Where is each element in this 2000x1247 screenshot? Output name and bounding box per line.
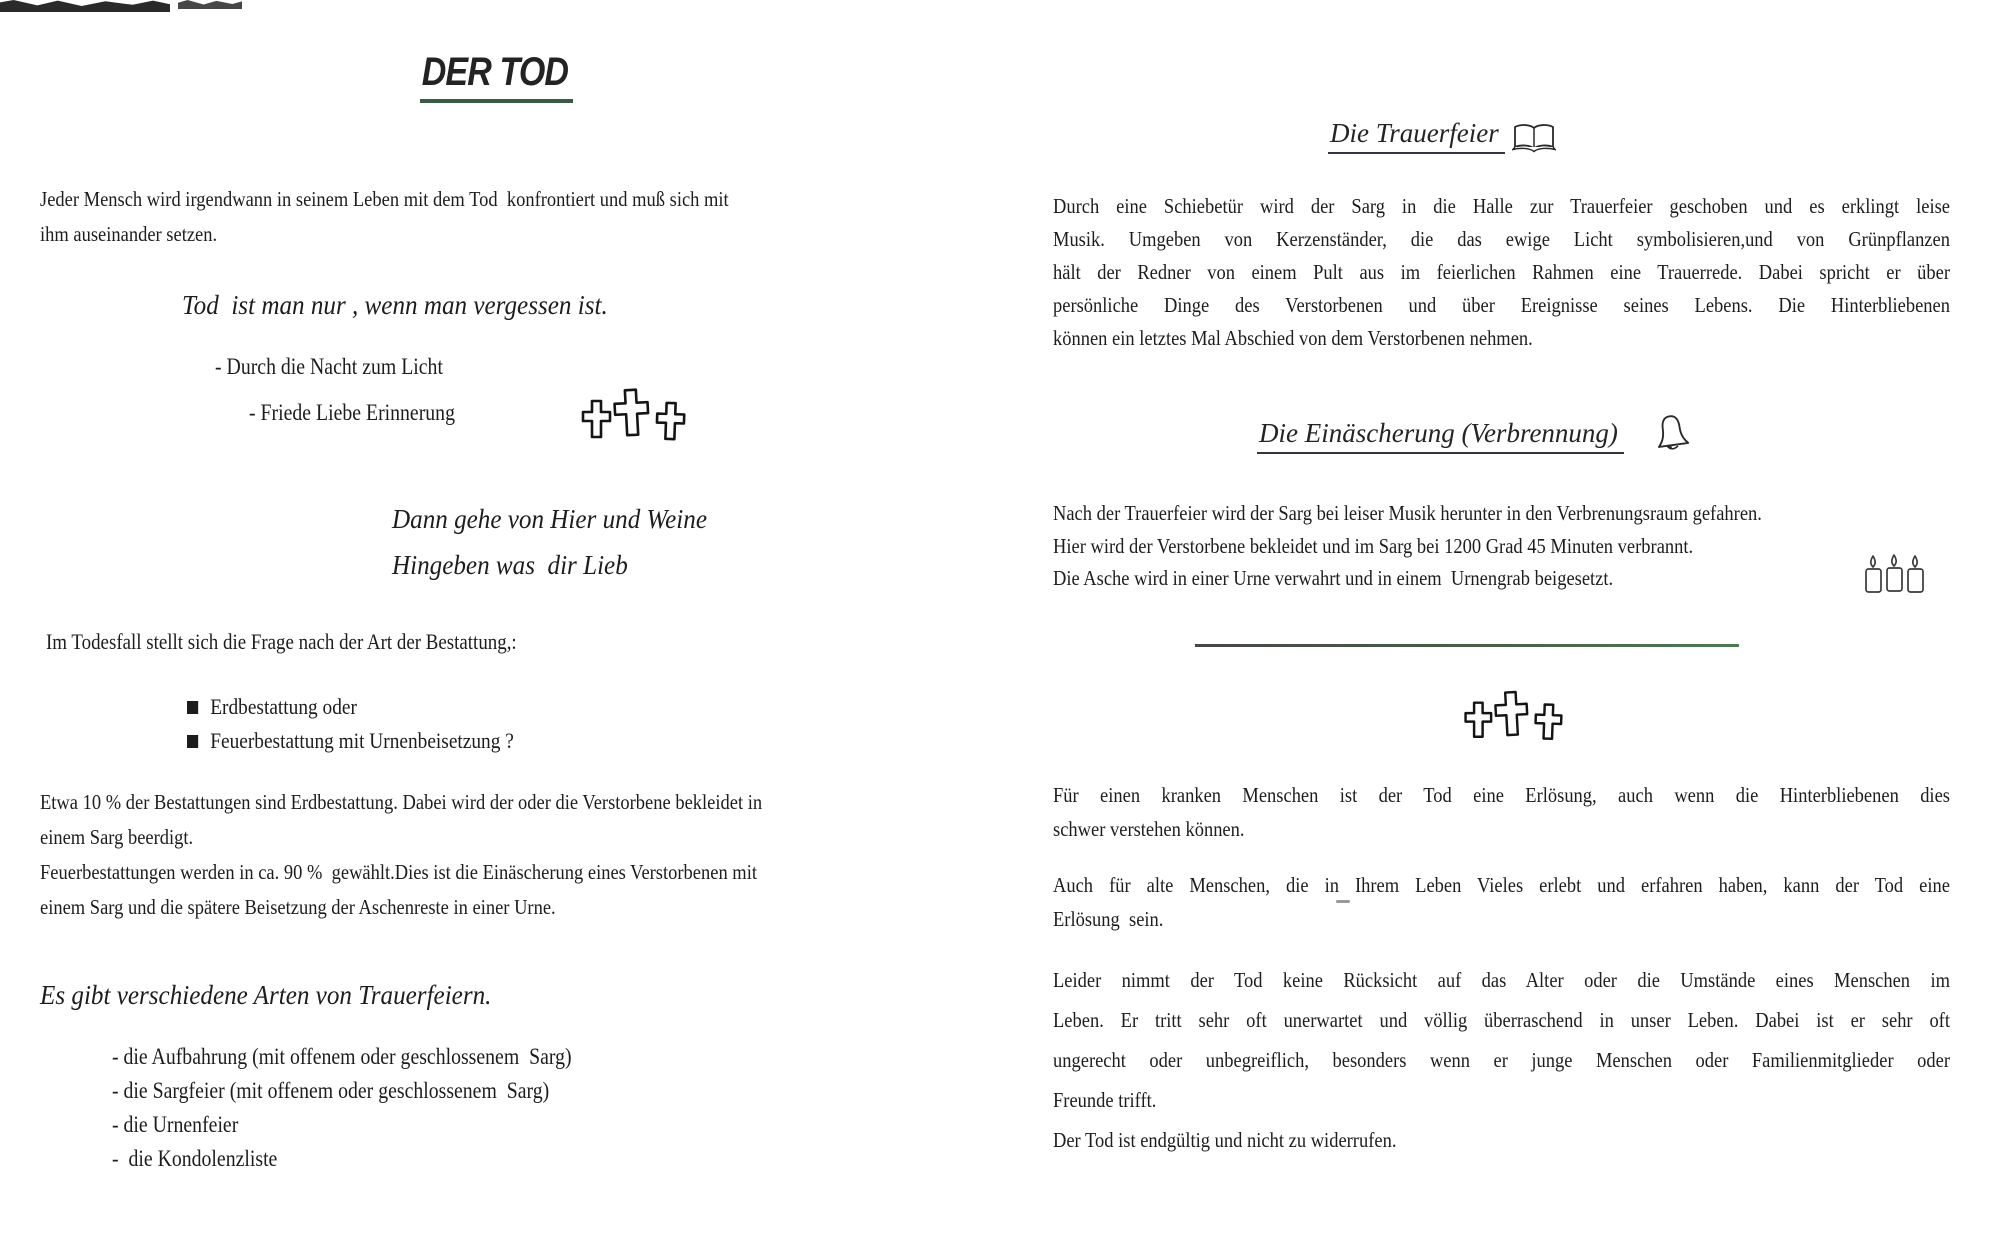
trauerfeier-paragraph: [1053, 190, 1950, 355]
three-crosses-icon: [1458, 688, 1564, 742]
list-item: - die Kondolenzliste: [112, 1146, 278, 1171]
intro-paragraph: [40, 182, 729, 252]
paragraph-line: Etwa 10 % der Bestattungen sind Erdbestattung. Dabei wird der oder die Verstorbene bekleidet in: [40, 790, 763, 814]
question-bestattung: Im Todesfall stellt sich die Frage nach der Art der Bestattung,:: [46, 629, 517, 654]
list-item: - die Sargfeier (mit offenem oder geschlossenem Sarg): [112, 1078, 550, 1103]
paragraph-line: Freunde trifft.: [1053, 1088, 1157, 1112]
paragraph-line: hält der Redner von einem Pult aus im feierlichen Rahmen eine Trauerrede. Dabei spricht er über: [1053, 260, 1950, 284]
paragraph-line: können ein letztes Mal Abschied von dem Verstorbenen nehmen.: [1053, 326, 1533, 350]
quote-line: Dann gehe von Hier und Weine: [392, 504, 707, 534]
paragraph-line: Durch eine Schiebetür wird der Sarg in die Halle zur Trauerfeier geschoben und es erklingt leise: [1053, 194, 1950, 218]
statistics-paragraph: [40, 785, 762, 925]
subheading-arten-trauerfeiern: Es gibt verschiedene Arten von Trauerfeiern.: [40, 980, 492, 1010]
paragraph-line: persönliche Dinge des Verstorbenen und über Ereignisse seines Lebens. Die Hinterbliebenen: [1053, 293, 1950, 317]
heading-einaescherung: Die Einäscherung (Verbrennung): [1257, 418, 1624, 454]
cremation-paragraph: [1053, 497, 1762, 563]
paragraph-line: einem Sarg und die spätere Beisetzung der Aschenreste in einer Urne.: [40, 895, 556, 919]
paragraph-line: Hier wird der Verstorbene bekleidet und im Sarg bei 1200 Grad 45 Minuten verbrannt.: [1053, 534, 1694, 558]
square-bullet-icon: [187, 701, 198, 714]
list-item: Feuerbestattung mit Urnenbeisetzung ?: [187, 724, 514, 758]
list-item: - die Urnenfeier: [112, 1112, 239, 1137]
paragraph-line: Leben. Er tritt sehr oft unerwartet und völlig überraschend in unser Leben. Dabei ist er sehr oft: [1053, 1008, 1950, 1032]
quote-tod-vergessen: Tod ist man nur , wenn man vergessen ist.: [182, 290, 608, 320]
funeral-types-list: [112, 1040, 572, 1176]
paragraph-line: Erlösung sein.: [1053, 907, 1164, 931]
paragraph-line: Auch für alte Menschen, die in Ihrem Leben Vieles erlebt und erfahren haben, kann der Tod eine: [1053, 873, 1950, 897]
bell-icon: [1652, 412, 1691, 456]
square-bullet-icon: [187, 735, 198, 748]
list-item: - die Aufbahrung (mit offenem oder geschlossenem Sarg): [112, 1044, 572, 1069]
page-title: DER TOD: [420, 50, 573, 103]
paragraph-line: Jeder Mensch wird irgendwann in seinem Leben mit dem Tod konfrontiert und muß sich mit: [40, 187, 729, 211]
quote-line: Hingeben was dir Lieb: [392, 550, 628, 580]
paragraph-line: Feuerbestattungen werden in ca. 90 % gewählt.Dies ist die Einäscherung eines Verstorbenen mit: [40, 860, 757, 884]
urn-line: Die Asche wird in einer Urne verwahrt und in einem Urnengrab beigesetzt.: [1053, 566, 1614, 590]
paragraph-line: ungerecht oder unbegreiflich, besonders wenn er junge Menschen oder Familienmitglieder oder: [1053, 1048, 1950, 1072]
final-statement: Der Tod ist endgültig und nicht zu widerrufen.: [1053, 1128, 1397, 1152]
open-book-icon: [1512, 122, 1556, 154]
scan-artifact-dash: [1336, 900, 1350, 903]
paragraph-line: schwer verstehen können.: [1053, 817, 1245, 841]
burial-options-list: [187, 690, 514, 758]
three-crosses-icon: [575, 386, 687, 442]
motto-durch-die-nacht: - Durch die Nacht zum Licht: [215, 354, 443, 379]
paragraph-line: Für einen kranken Menschen ist der Tod eine Erlösung, auch wenn die Hinterbliebenen dies: [1053, 783, 1950, 807]
list-item: Erdbestattung oder: [187, 690, 514, 724]
paragraph-line: ihm auseinander setzen.: [40, 222, 218, 246]
paragraph-line: Leider nimmt der Tod keine Rücksicht auf das Alter oder die Umstände eines Menschen im: [1053, 968, 1950, 992]
erloesung-paragraph: [1053, 778, 1950, 846]
scan-artifact: [0, 0, 170, 12]
heading-trauerfeier: Die Trauerfeier: [1328, 118, 1505, 154]
three-candles-icon: [1863, 552, 1925, 596]
paragraph-line: einem Sarg beerdigt.: [40, 825, 194, 849]
paragraph-line: Musik. Umgeben von Kerzenständer, die das ewige Licht symbolisieren,und von Grünpflanzen: [1053, 227, 1950, 251]
quote-dann-gehe: [392, 496, 707, 588]
alte-menschen-paragraph: [1053, 868, 1950, 936]
ruecksicht-paragraph: [1053, 960, 1950, 1120]
horizontal-divider: [1195, 644, 1739, 647]
motto-friede-liebe: - Friede Liebe Erinnerung: [249, 400, 455, 425]
paragraph-line: Nach der Trauerfeier wird der Sarg bei leiser Musik herunter in den Verbrenungsraum gefahren.: [1053, 501, 1762, 525]
scan-artifact: [178, 0, 242, 9]
